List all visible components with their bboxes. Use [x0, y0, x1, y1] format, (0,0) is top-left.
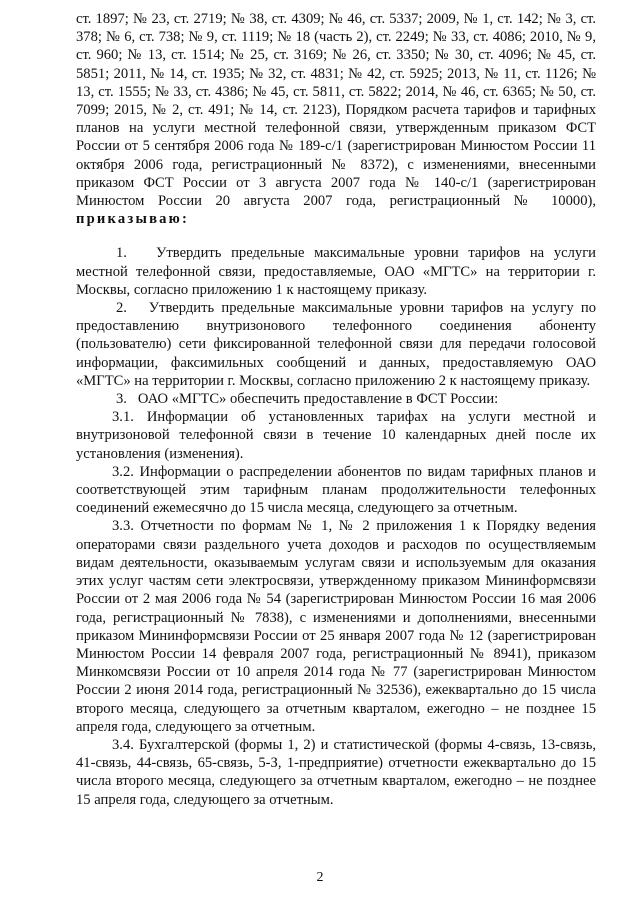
page-number: 2	[316, 870, 324, 885]
command-word: приказываю:	[76, 211, 190, 228]
item-3-4: 3.4. Бухгалтерской (формы 1, 2) и статистической (формы 4-связь, 13-связь, 41-связь, 44-связь, 65-связь, 5-З, 1-предприятие) отчетности ежеквартально до 15 числа второго месяца, следующего за отчетным кварталом, ежегодно – не позднее 15 апреля года, следующего за отчетным.	[76, 736, 596, 808]
item-2: 2. Утвердить предельные максимальные уровни тарифов на услугу по предоставлению внутризонового телефонного соединения абоненту (пользователю) сети фиксированной телефонной связи для передачи голосовой информации, факсимильных сообщений и данных, предоставляемую ОАО «МГТС» на территории г. Москвы, согласно приложению 2 к настоящему приказу.	[76, 300, 596, 389]
item-1: 1. Утвердить предельные максимальные уровни тарифов на услуги местной телефонной связи, предоставляемые, ОАО «МГТС» на территории г. Москвы, согласно приложению 1 к настоящему приказу.	[76, 245, 596, 298]
document-page	[76, 10, 596, 809]
intro-paragraph	[76, 10, 596, 228]
item-3-1: 3.1. Информации об установленных тарифах на услуги местной и внутризоновой телефонной связи в течение 10 календарных дней после их установления (изменения).	[76, 409, 596, 462]
item-3-2: 3.2. Информации о распределении абонентов по видам тарифных планов и соответствующей этим тарифным планам продолжительности телефонных соединений ежемесячно до 15 числа месяца, следующего за отчетным.	[76, 463, 596, 517]
intro-text: ст. 1897; № 23, ст. 2719; № 38, ст. 4309; № 46, ст. 5337; 2009, № 1, ст. 142; № 3, ст. 378; № 6, ст. 738; № 9, ст. 1119; № 18 (часть 2), ст. 2249; № 33, ст. 4086; 2010, № 9, ст. 960; № 13, ст. 1514; № 25, ст. 3169; № 26, ст. 3350; № 30, ст. 4096; № 45, ст. 5851; 2011, № 14, ст. 1935; № 32, ст. 4831; № 42, ст. 5925; 2013, № 11, ст. 1126; № 13, ст. 1555; № 33, ст. 4386; № 45, ст. 5811, ст. 5822; 2014, № 46, ст. 6365; № 50, ст. 7099; 2015, № 2, ст. 491; № 14, ст. 2123), Порядком расчета тарифов и тарифных планов на услуги местной телефонной связи, утвержденным приказом ФСТ России от 5 сентября 2006 года № 189-с/1 (зарегистрирован Минюстом России 11 октября 2006 года, регистрационный № 8372), с изменениями, внесенными приказом ФСТ России от 3 августа 2007 года № 140-с/1 (зарегистрирован Минюстом России 20 августа 2007 года, регистрационный № 10000),	[76, 11, 596, 210]
item-3: 3. ОАО «МГТС» обеспечить предоставление в ФСТ России:	[116, 391, 499, 408]
item-3-3: 3.3. Отчетности по формам № 1, № 2 приложения 1 к Порядку ведения операторами связи раздельного учета доходов и расходов по осуществляемым видам деятельности, оказываемым услугам связи и используемым для оказания этих услуг частям сети электросвязи, утвержденному приказом Мининформсвязи России от 2 мая 2006 года № 54 (зарегистрирован Минюстом России 16 мая 2006 года, регистрационный № 7838), с изменениями и дополнениями, внесенными приказом Мининформсвязи России от 25 января 2007 года № 12 (зарегистрирован Минюстом России 14 февраля 2007 года, регистрационный № 8941), приказом Минкомсвязи России от 10 апреля 2014 года № 77 (зарегистрирован Минюстом России 2 июня 2014 года, регистрационный № 32536), ежеквартально до 15 числа второго месяца, следующего за отчетным кварталом, ежегодно – не позднее 15 апреля года, следующего за отчетным.	[76, 518, 596, 735]
